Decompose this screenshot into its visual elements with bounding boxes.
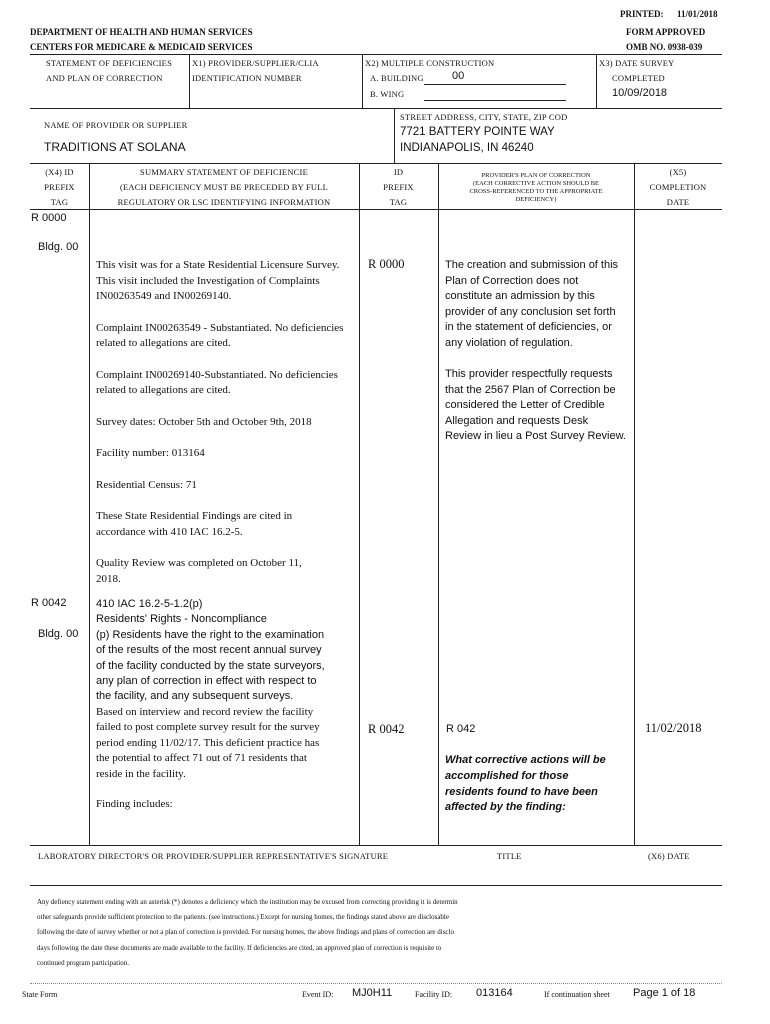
plan-header-2: (EACH CORRECTIVE ACTION SHOULD BE xyxy=(472,180,600,187)
address-line-2: INDIANAPOLIS, IN 46240 xyxy=(400,142,534,154)
disclaimer-line-2: other safeguards provide sufficient protection to the patients. (see instructions.) Except for nursing homes, the findings stated above are disclosable xyxy=(37,913,449,922)
plan-para-1: The creation and submission of this Plan of Correction does not constitute an admission by this provider of any conclusion set forth in the statement of deficiencies, or any violation of regulation. xyxy=(445,259,619,349)
plan-tag-r0042: R 042 xyxy=(446,723,476,735)
building-value: 00 xyxy=(452,70,465,82)
disclaimer xyxy=(37,895,727,971)
id-header-3: TAG xyxy=(389,197,408,207)
disclaimer-line-3: following the date of survey whether or not a plan of correction is provided. For nursing homes, the above findings and plans of correction are disclo xyxy=(37,928,454,937)
summary-header-2: (EACH DEFICIENCY MUST BE PRECEDED BY FULL xyxy=(119,182,329,192)
x5-header-1: (X5) xyxy=(669,167,687,177)
x4-header-1: (X4) ID xyxy=(45,167,74,177)
bldg-r0000: Bldg. 00 xyxy=(38,241,79,253)
plan-header-1: PROVIDER'S PLAN OF CORRECTION xyxy=(481,172,591,179)
survey-completed-date: 10/09/2018 xyxy=(612,87,668,99)
disclaimer-line-1: Any defiency statement ending with an asterisk (*) denotes a deficiency which the institution may be excused from correcting providing it is determin xyxy=(37,898,458,906)
facility-id-label: Facility ID: xyxy=(415,990,453,999)
id-header-1: ID xyxy=(393,167,404,177)
plan-header-4: DEFICIENCY) xyxy=(515,196,557,203)
summary-r0000 xyxy=(96,258,358,587)
r0042-finding-text: Based on interview and record review the facility failed to post complete survey result for the survey period ending 11/02/17. This deficient practice has the potential to affect 71 out of 71 residents that reside in the facility. xyxy=(96,705,320,780)
wing-label: B. WING xyxy=(370,89,405,99)
building-label: A. BUILDING xyxy=(370,73,424,83)
x2-title: X2) MULTIPLE CONSTRUCTION xyxy=(365,58,495,68)
r0042-finding-includes: Finding includes: xyxy=(96,798,173,811)
event-id-value: MJ0H11 xyxy=(352,987,393,999)
tag-r0000: R 0000 xyxy=(31,212,67,224)
summary-header-3: REGULATORY OR LSC IDENTIFYING INFORMATION xyxy=(117,197,331,207)
provider-name: TRADITIONS AT SOLANA xyxy=(44,140,186,154)
printed-label: PRINTED: xyxy=(620,9,664,19)
summary-r0042 xyxy=(96,597,328,813)
id-r0000: R 0000 xyxy=(368,257,405,271)
x4-header-2: PREFIX xyxy=(44,182,75,192)
bldg-r0042: Bldg. 00 xyxy=(38,628,79,640)
summary-para-3: Complaint IN00269140-Substantiated. No deficiencies related to allegations are cited. xyxy=(96,368,338,396)
signature-label: LABORATORY DIRECTOR'S OR PROVIDER/SUPPLIER REPRESENTATIVE'S SIGNATURE xyxy=(38,851,389,861)
statement-label-2: AND PLAN OF CORRECTION xyxy=(46,73,163,83)
omb-number: OMB NO. 0938-039 xyxy=(626,42,703,52)
x5-header-3: DATE xyxy=(666,197,690,207)
address-line-1: 7721 BATTERY POINTE WAY xyxy=(400,126,555,138)
x1-label-2: IDENTIFICATION NUMBER xyxy=(192,73,302,83)
plan-question-r0042: What corrective actions will be accomplished for those residents found to have been affected by the finding: xyxy=(445,754,606,814)
plan-para-2: This provider respectfully requests that the 2567 Plan of Correction be considered the Letter of Credible Allegation and requests Desk Review in lieu a Post Survey Review. xyxy=(445,368,626,442)
x3-title: X3) DATE SURVEY xyxy=(599,58,675,68)
completion-date-r0042: 11/02/2018 xyxy=(645,721,702,735)
r0042-regulation: 410 IAC 16.2-5-1.2(p) Residents' Rights - Noncompliance (p) Residents have the right to the examination of the results of the most recent annual survey of the facility conducted by the state surveyors, any plan of correction in effect with respect to the facility, and any subsequent surveys. xyxy=(96,598,325,703)
summary-para-6: Residential Census: 71 xyxy=(96,478,197,491)
department-title: DEPARTMENT OF HEALTH AND HUMAN SERVICES xyxy=(30,27,253,37)
summary-para-5: Facility number: 013164 xyxy=(96,447,205,459)
event-id-label: Event ID: xyxy=(302,990,334,999)
statement-label-1: STATEMENT OF DEFICIENCIES xyxy=(46,58,173,68)
plan-header-3: CROSS-REFERENCED TO THE APPROPRIATE xyxy=(469,188,603,195)
state-form-label: State Form xyxy=(22,990,58,999)
provider-name-label: NAME OF PROVIDER OR SUPPLIER xyxy=(44,120,188,130)
summary-para-8: Quality Review was completed on October 11, 2018. xyxy=(96,557,302,585)
id-r0042: R 0042 xyxy=(368,722,405,736)
page-number: Page 1 of 18 xyxy=(633,987,696,999)
form-approved: FORM APPROVED xyxy=(626,27,706,37)
disclaimer-line-5: continued program participation. xyxy=(37,958,129,967)
tag-r0042: R 0042 xyxy=(31,597,67,609)
summary-para-1: This visit was for a State Residential Licensure Survey. This visit included the Investigation of Complaints IN00263549 and IN00269140. xyxy=(96,259,340,302)
x3-completed: COMPLETED xyxy=(612,73,665,83)
x4-header-3: TAG xyxy=(50,197,69,207)
summary-para-7: These State Residential Findings are cited in accordance with 410 IAC 16.2-5. xyxy=(96,510,293,538)
x5-header-2: COMPLETION xyxy=(649,182,707,192)
x1-label-1: X1) PROVIDER/SUPPLIER/CLIA xyxy=(192,58,319,68)
centers-title: CENTERS FOR MEDICARE & MEDICAID SERVICES xyxy=(30,42,253,52)
printed-date: 11/01/2018 xyxy=(677,9,718,19)
summary-para-4: Survey dates: October 5th and October 9th, 2018 xyxy=(96,415,312,428)
summary-header-1: SUMMARY STATEMENT OF DEFICIENCIE xyxy=(140,167,308,177)
continuation-label: If continuation sheet xyxy=(544,990,610,999)
id-header-2: PREFIX xyxy=(383,182,414,192)
disclaimer-line-4: days following the date these documents are made available to the facility. If deficiencies are cited, an approved plan of correction is requisite to xyxy=(37,943,442,952)
plan-r0000 xyxy=(445,258,627,445)
x6-date-label: (X6) DATE xyxy=(648,851,690,861)
title-label: TITLE xyxy=(497,851,522,861)
facility-id-value: 013164 xyxy=(476,987,513,999)
address-label: STREET ADDRESS, CITY, STATE, ZIP COD xyxy=(400,112,568,122)
summary-para-2: Complaint IN00263549 - Substantiated. No deficiencies related to allegations are cited. xyxy=(96,321,344,349)
